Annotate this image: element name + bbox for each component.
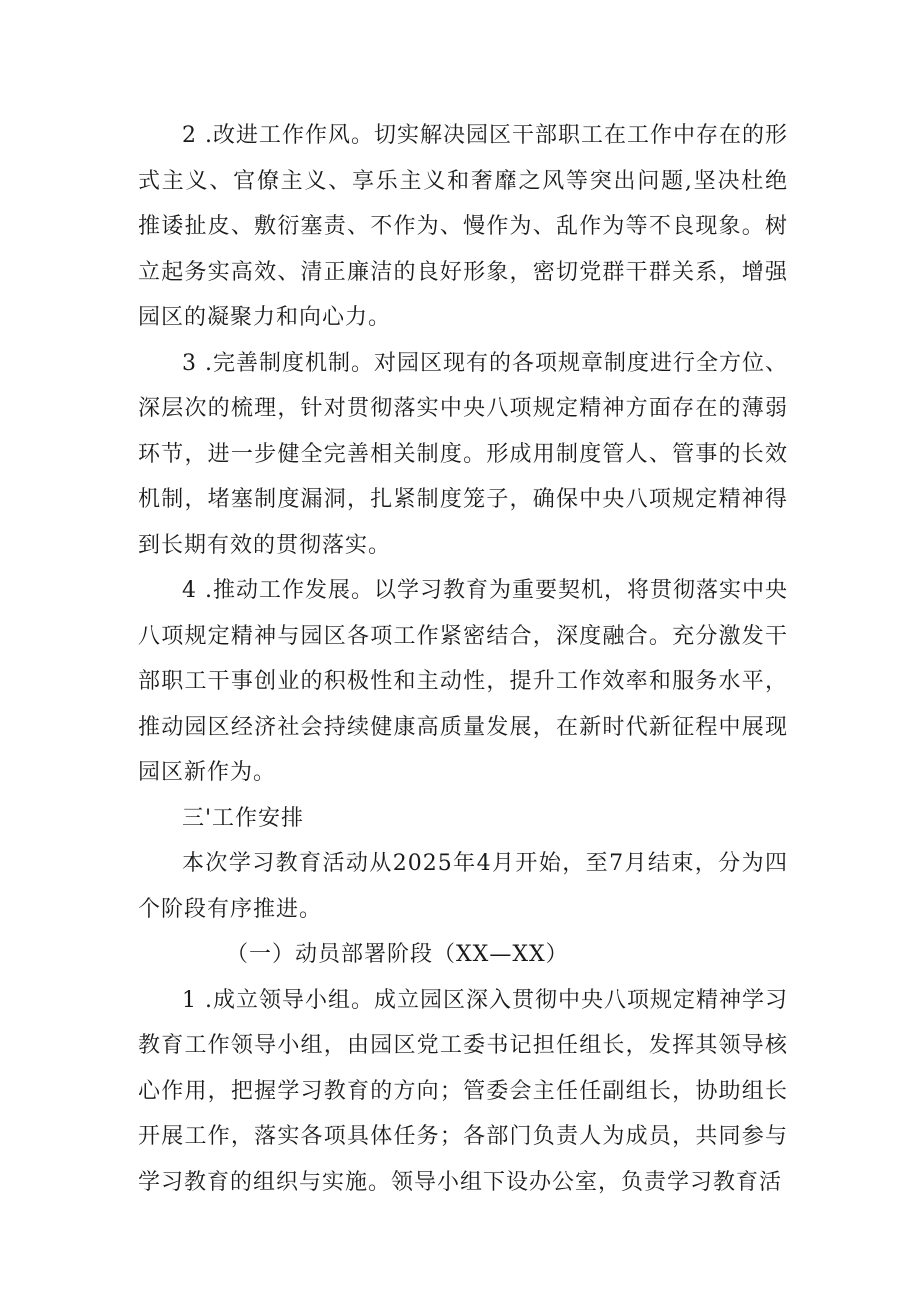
document-body	[138, 113, 788, 1205]
section-heading-work-arrangement: 三'工作安排	[182, 805, 305, 831]
subsection-heading-mobilization: （一）动员部署阶段（XX—XX）	[226, 942, 569, 967]
paragraph-promote-development: 4 .推动工作发展。以学习教育为重要契机，将贯彻落实中央八项规定精神与园区各项工作紧密结合，深度融合。充分激发干部职工干事创业的积极性和主动性，提升工作效率和服务水平，推动园区经济社会持续健康高质量发展，在新时代新征程中展现园区新作为。	[138, 578, 788, 785]
paragraph-improve-system: 3 .完善制度机制。对园区现有的各项规章制度进行全方位、深层次的梳理，针对贯彻落实中央八项规定精神方面存在的薄弱环节，进一步健全完善相关制度。形成用制度管人、管事的长效机制，堵塞制度漏洞，扎紧制度笼子，确保中央八项规定精神得到长期有效的贯彻落实。	[138, 350, 788, 558]
paragraph-schedule: 本次学习教育活动从2025年4月开始，至7月结束，分为四个阶段有序推进。	[138, 851, 788, 922]
paragraph-leading-group: 1 .成立领导小组。成立园区深入贯彻中央八项规定精神学习教育工作领导小组，由园区党工委书记担任组长，发挥其领导核心作用，把握学习教育的方向；管委会主任任副组长，协助组长开展工作，落实各项具体任务；各部门负责人为成员，共同参与学习教育的组织与实施。领导小组下设办公室，负责学习教育活	[138, 987, 788, 1195]
paragraph-improve-work-style: 2 .改进工作作风。切实解决园区干部职工在工作中存在的形式主义、官僚主义、享乐主义和奢靡之风等突出问题,坚决杜绝推诿扯皮、敷衍塞责、不作为、慢作为、乱作为等不良现象。树立起务实高效、清正廉洁的良好形象，密切党群干群关系，增强园区的凝聚力和向心力。	[138, 123, 788, 330]
